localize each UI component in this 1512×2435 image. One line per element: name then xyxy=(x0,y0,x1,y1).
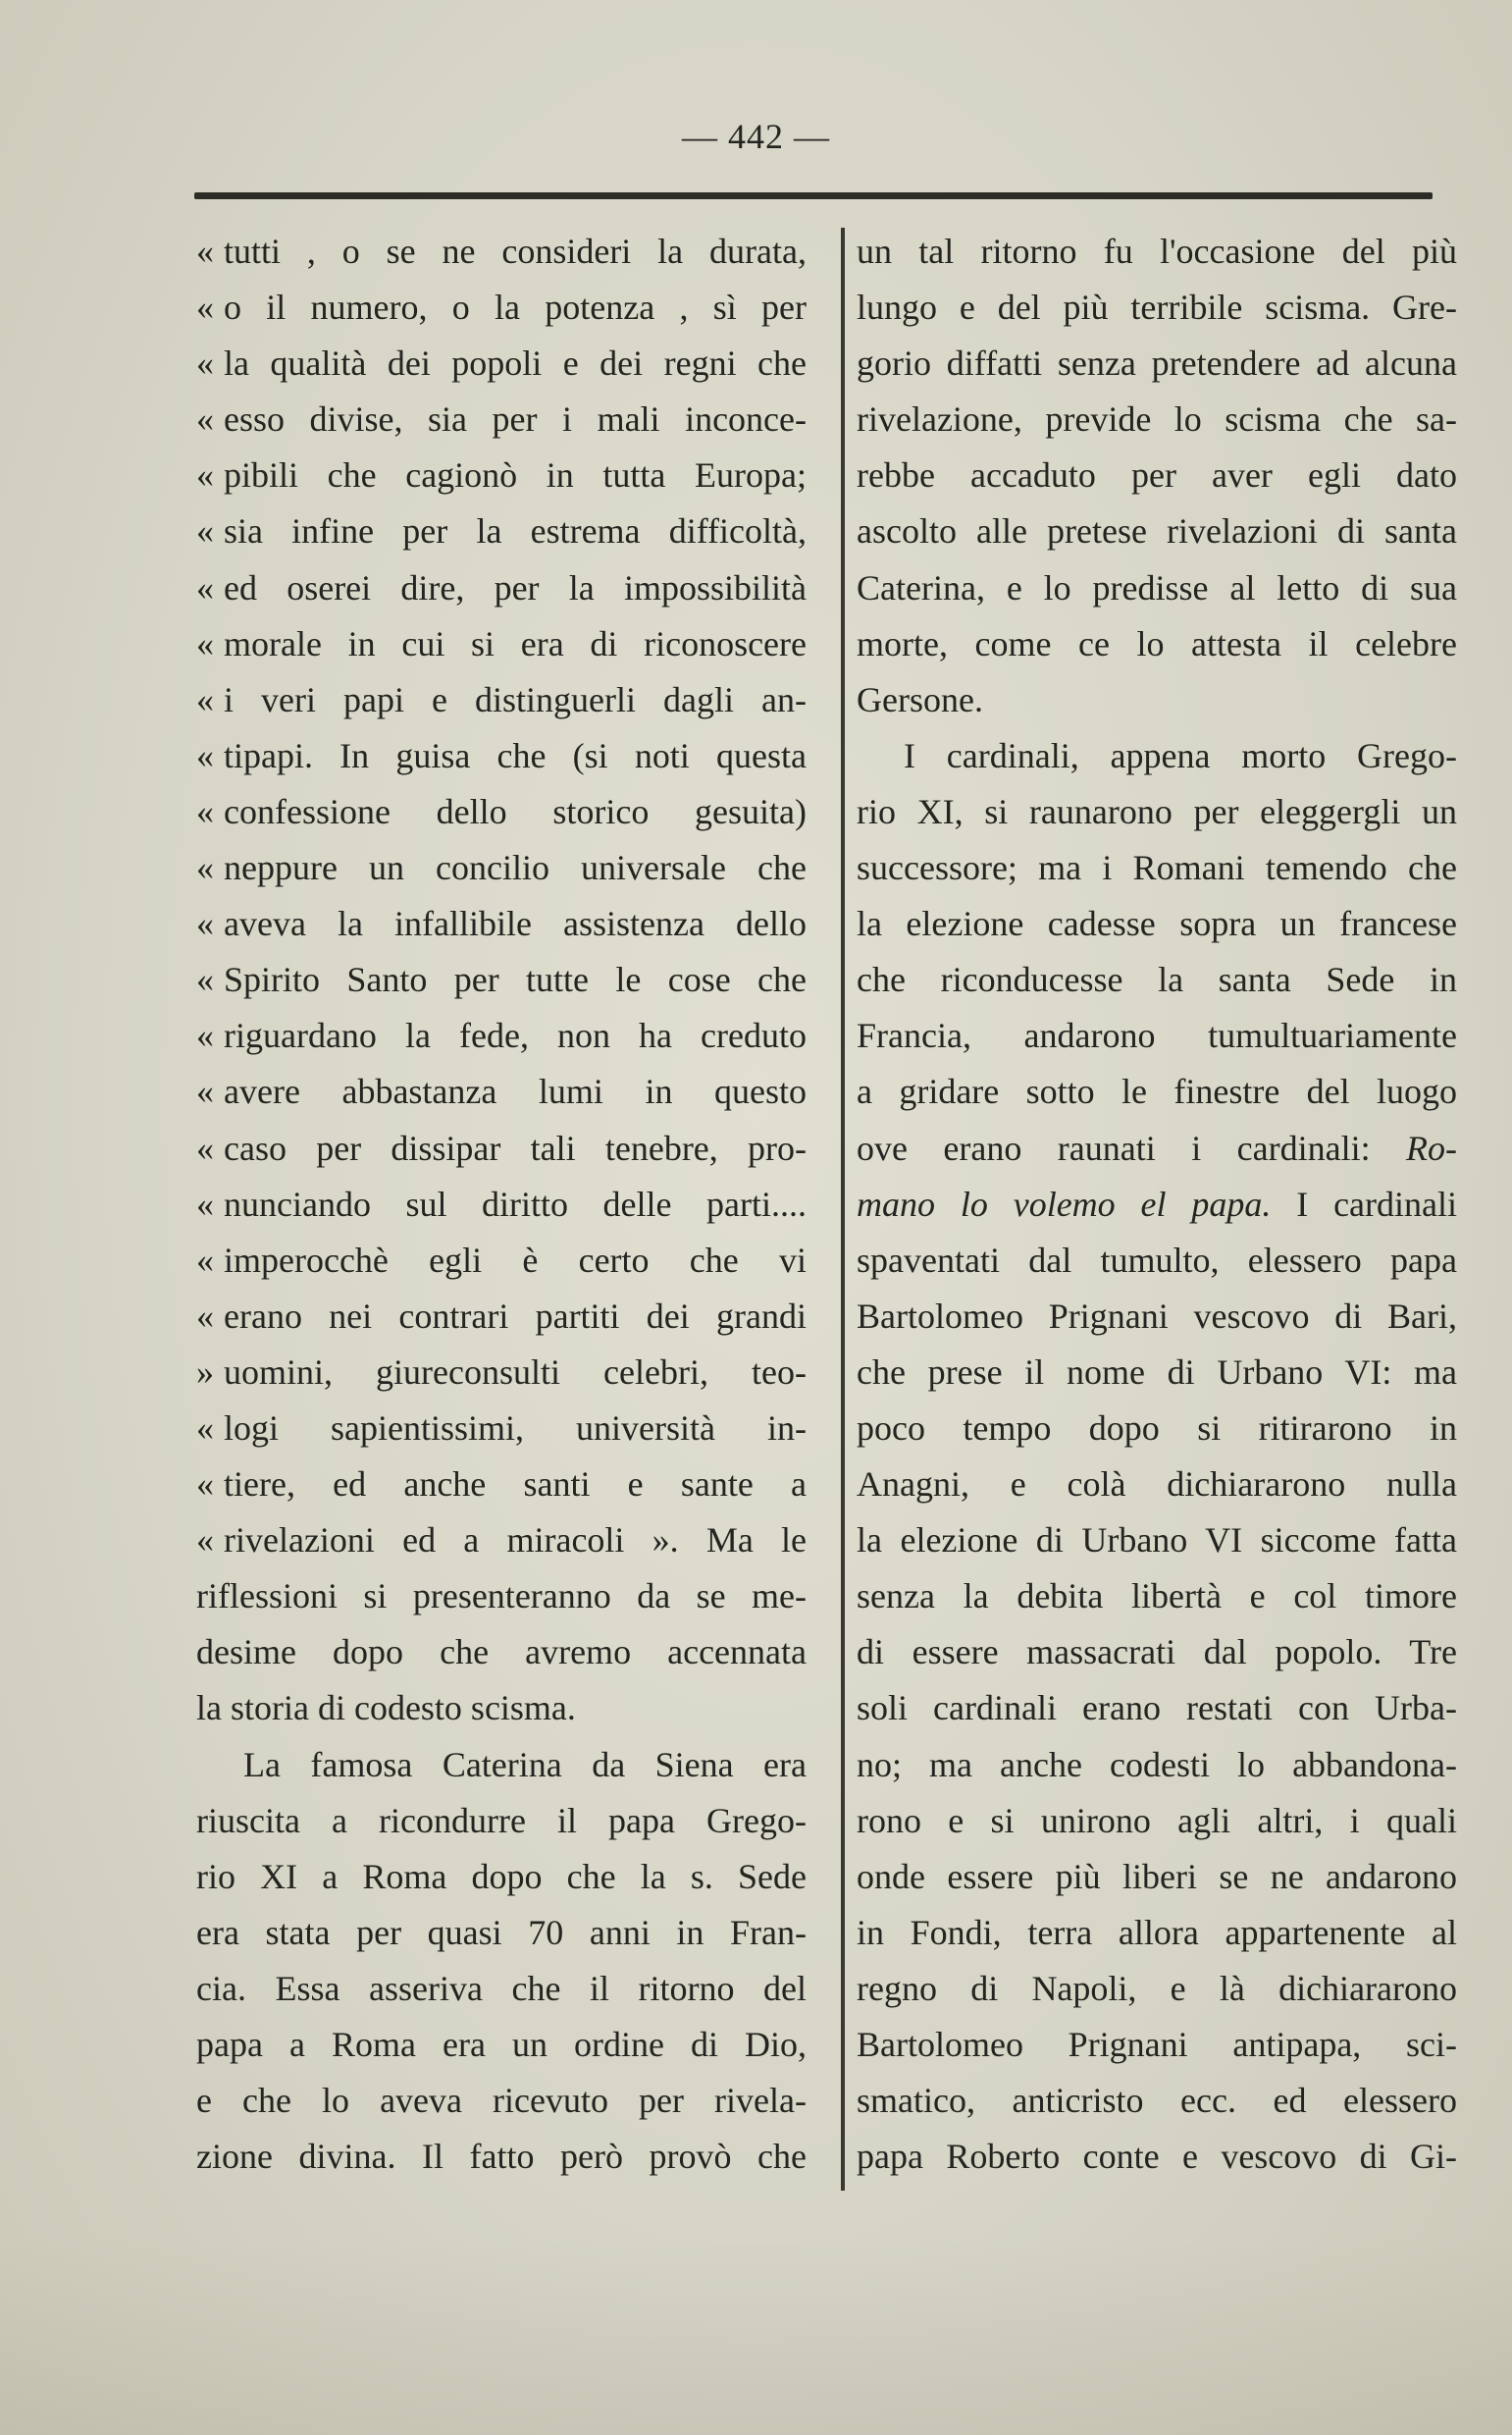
text-line xyxy=(196,1568,807,1624)
line-text: e che lo aveva ricevuto per rivela- xyxy=(196,2081,807,2121)
quote-mark: « xyxy=(196,1464,214,1505)
text-line xyxy=(857,1456,1457,1512)
line-text: aveva la infallibile assistenza dello xyxy=(224,904,807,944)
line-text: la storia di codesto scisma. xyxy=(196,1688,576,1728)
line-text: rebbe accaduto per aver egli dato xyxy=(857,455,1457,496)
text-line xyxy=(196,1905,807,1961)
text-line xyxy=(196,1849,807,1905)
line-text: Gersone. xyxy=(857,679,983,719)
text-line xyxy=(857,1401,1457,1456)
text-line xyxy=(196,1737,807,1793)
line-text: ed oserei dire, per la impossibilità xyxy=(224,567,807,608)
text-line xyxy=(196,952,807,1008)
quote-mark: « xyxy=(196,791,214,831)
line-text: I cardinali xyxy=(1296,1184,1457,1224)
line-text: era stata per quasi 70 anni in Fran- xyxy=(196,1912,807,1952)
line-text: lungo e del più terribile scisma. Gre- xyxy=(857,288,1457,328)
quote-mark: « xyxy=(196,344,214,384)
text-line xyxy=(196,503,807,559)
quote-mark: « xyxy=(196,735,214,775)
text-line xyxy=(857,672,1457,728)
text-line xyxy=(857,616,1457,672)
line-text: rivelazioni ed a miracoli ». Ma le xyxy=(224,1520,807,1561)
line-text: pibili che cagionò in tutta Europa; xyxy=(224,455,807,496)
text-line xyxy=(196,2017,807,2073)
quote-mark: « xyxy=(196,511,214,552)
line-text: rono e si unirono agli altri, i quali xyxy=(857,1800,1457,1840)
italic-text: Ro- xyxy=(1406,1128,1457,1168)
line-text: papa a Roma era un ordine di Dio, xyxy=(196,2025,807,2064)
quote-mark: « xyxy=(196,904,214,944)
header-rule xyxy=(194,192,1433,199)
quote-mark: « xyxy=(196,1072,214,1112)
quote-mark: « xyxy=(196,288,214,328)
text-line xyxy=(196,224,807,280)
italic-text: mano lo volemo el papa. xyxy=(857,1184,1272,1224)
text-line xyxy=(196,1512,807,1568)
text-line xyxy=(857,1512,1457,1568)
line-text: no; ma anche codesti lo abbandona- xyxy=(857,1744,1457,1784)
text-line xyxy=(857,2129,1457,2185)
quote-mark: « xyxy=(196,399,214,440)
text-line xyxy=(196,1961,807,2017)
line-text: Bartolomeo Prignani vescovo di Bari, xyxy=(857,1296,1457,1336)
line-text: gorio diffatti senza pretendere ad alcuna xyxy=(857,344,1457,384)
line-text: I cardinali, appena morto Grego- xyxy=(904,735,1457,775)
text-line xyxy=(857,1233,1457,1289)
quote-mark: « xyxy=(196,455,214,496)
text-line xyxy=(857,952,1457,1008)
line-text: tipapi. In guisa che (si noti questa xyxy=(224,735,807,775)
line-text: papa Roberto conte e vescovo di Gi- xyxy=(857,2137,1457,2177)
text-line xyxy=(196,1624,807,1680)
text-line xyxy=(196,560,807,616)
text-line xyxy=(857,1849,1457,1905)
line-text: rio XI, si raunarono per eleggergli un xyxy=(857,791,1457,831)
text-line xyxy=(196,280,807,336)
line-text: ove erano raunati i cardinali: xyxy=(857,1128,1371,1168)
quote-mark: « xyxy=(196,623,214,663)
text-line xyxy=(857,1289,1457,1345)
text-line xyxy=(857,560,1457,616)
text-line xyxy=(196,896,807,952)
line-text: spaventati dal tumulto, elessero papa xyxy=(857,1240,1457,1280)
text-line xyxy=(196,1177,807,1233)
text-line xyxy=(857,336,1457,392)
text-line xyxy=(857,1793,1457,1849)
line-text: avere abbastanza lumi in questo xyxy=(224,1072,807,1112)
line-text: tiere, ed anche santi e sante a xyxy=(224,1464,807,1505)
text-line xyxy=(196,1064,807,1120)
line-text: cia. Essa asseriva che il ritorno del xyxy=(196,1968,807,2008)
line-text: tutti , o se ne consideri la durata, xyxy=(224,232,807,271)
line-text: riflessioni si presenteranno da se me- xyxy=(196,1576,807,1616)
quote-mark: « xyxy=(196,1296,214,1336)
line-text: la elezione di Urbano VI siccome fatta xyxy=(857,1520,1457,1561)
text-line xyxy=(857,784,1457,840)
line-text: soli cardinali erano restati con Urba- xyxy=(857,1688,1457,1728)
line-text: morale in cui si era di riconoscere xyxy=(224,623,807,663)
line-text: poco tempo dopo si ritirarono in xyxy=(857,1407,1457,1448)
text-line xyxy=(196,1233,807,1289)
line-text: confessione dello storico gesuita) xyxy=(224,791,807,831)
line-text: Spirito Santo per tutte le cose che xyxy=(224,960,807,1000)
line-text: che riconducesse la santa Sede in xyxy=(857,960,1457,1000)
text-line xyxy=(196,1008,807,1064)
text-line xyxy=(196,1289,807,1345)
text-line xyxy=(196,448,807,503)
text-line xyxy=(196,840,807,896)
line-text: esso divise, sia per i mali inconce- xyxy=(224,399,807,440)
line-text: un tal ritorno fu l'occasione del più xyxy=(857,232,1457,271)
text-line xyxy=(196,336,807,392)
text-line xyxy=(857,503,1457,559)
line-text: caso per dissipar tali tenebre, pro- xyxy=(224,1128,807,1168)
text-line xyxy=(857,728,1457,784)
text-line xyxy=(857,1737,1457,1793)
quote-mark: « xyxy=(196,1184,214,1224)
line-text: riuscita a ricondurre il papa Grego- xyxy=(196,1800,807,1840)
text-line xyxy=(857,1680,1457,1736)
text-line xyxy=(196,1401,807,1456)
line-text: a gridare sotto le finestre del luogo xyxy=(857,1072,1457,1112)
text-line xyxy=(196,392,807,448)
text-line xyxy=(857,1064,1457,1120)
line-text: desime dopo che avremo accennata xyxy=(196,1632,807,1672)
text-line xyxy=(857,1177,1457,1233)
text-line xyxy=(857,1568,1457,1624)
left-column xyxy=(196,224,807,2185)
line-text: uomini, giureconsulti celebri, teo- xyxy=(224,1351,807,1392)
text-line xyxy=(196,672,807,728)
text-line xyxy=(857,1961,1457,2017)
line-text: che prese il nome di Urbano VI: ma xyxy=(857,1351,1457,1392)
page-shading xyxy=(0,2239,1512,2435)
text-line xyxy=(857,2017,1457,2073)
quote-mark: « xyxy=(196,1016,214,1056)
line-text: senza la debita libertà e col timore xyxy=(857,1576,1457,1616)
quote-mark: « xyxy=(196,1520,214,1561)
line-text: zione divina. Il fatto però provò che xyxy=(196,2137,807,2177)
line-text: o il numero, o la potenza , sì per xyxy=(224,288,807,328)
text-line xyxy=(857,1624,1457,1680)
line-text: regno di Napoli, e là dichiararono xyxy=(857,1968,1457,2008)
quote-mark: « xyxy=(196,232,214,271)
quote-mark: « xyxy=(196,1407,214,1448)
line-text: logi sapientissimi, università in- xyxy=(224,1407,807,1448)
line-text: imperocchè egli è certo che vi xyxy=(224,1240,807,1280)
line-text: rivelazione, previde lo scisma che sa- xyxy=(857,399,1457,440)
quote-mark: « xyxy=(196,960,214,1000)
text-line xyxy=(196,2129,807,2185)
line-text: smatico, anticristo ecc. ed elessero xyxy=(857,2081,1457,2121)
line-text: La famosa Caterina da Siena era xyxy=(243,1744,807,1784)
text-line xyxy=(857,448,1457,503)
text-line xyxy=(857,1008,1457,1064)
line-text: ascolto alle pretese rivelazioni di santa xyxy=(857,511,1457,552)
line-text: sia infine per la estrema difficoltà, xyxy=(224,511,807,552)
line-text: erano nei contrari partiti dei grandi xyxy=(224,1296,807,1336)
text-line xyxy=(857,392,1457,448)
line-text: nunciando sul diritto delle parti.... xyxy=(224,1184,807,1224)
quote-mark: « xyxy=(196,848,214,888)
text-line xyxy=(857,224,1457,280)
quote-mark: » xyxy=(196,1351,214,1392)
text-line xyxy=(857,896,1457,952)
text-line xyxy=(857,2073,1457,2129)
text-line xyxy=(196,728,807,784)
text-line xyxy=(196,1345,807,1401)
line-text: successore; ma i Romani temendo che xyxy=(857,848,1457,888)
text-line xyxy=(196,1456,807,1512)
text-line xyxy=(857,840,1457,896)
text-line xyxy=(196,1121,807,1177)
quote-mark: « xyxy=(196,1128,214,1168)
line-text: di essere massacrati dal popolo. Tre xyxy=(857,1632,1457,1672)
text-line xyxy=(196,2073,807,2129)
line-text: morte, come ce lo attesta il celebre xyxy=(857,623,1457,663)
text-line xyxy=(857,1121,1457,1177)
line-text: rio XI a Roma dopo che la s. Sede xyxy=(196,1856,807,1896)
quote-mark: « xyxy=(196,1240,214,1280)
line-text: riguardano la fede, non ha creduto xyxy=(224,1016,807,1056)
line-text: onde essere più liberi se ne andarono xyxy=(857,1856,1457,1896)
line-text: neppure un concilio universale che xyxy=(224,848,807,888)
text-line xyxy=(857,280,1457,336)
line-text: Francia, andarono tumultuariamente xyxy=(857,1016,1457,1056)
line-text: Bartolomeo Prignani antipapa, sci- xyxy=(857,2025,1457,2064)
text-line xyxy=(196,616,807,672)
quote-mark: « xyxy=(196,679,214,719)
line-text: in Fondi, terra allora appartenente al xyxy=(857,1912,1457,1952)
text-line xyxy=(857,1905,1457,1961)
quote-mark: « xyxy=(196,567,214,608)
column-divider xyxy=(841,228,845,2191)
line-text: Anagni, e colà dichiararono nulla xyxy=(857,1464,1457,1505)
text-line xyxy=(196,1793,807,1849)
text-line xyxy=(857,1345,1457,1401)
line-text: Caterina, e lo predisse al letto di sua xyxy=(857,567,1457,608)
line-text: i veri papi e distinguerli dagli an- xyxy=(224,679,807,719)
line-text: la elezione cadesse sopra un francese xyxy=(857,904,1457,944)
text-line xyxy=(196,784,807,840)
page-number: — 442 — xyxy=(682,117,830,156)
right-column xyxy=(857,224,1457,2185)
line-text: la qualità dei popoli e dei regni che xyxy=(224,344,807,384)
text-line xyxy=(196,1680,807,1736)
